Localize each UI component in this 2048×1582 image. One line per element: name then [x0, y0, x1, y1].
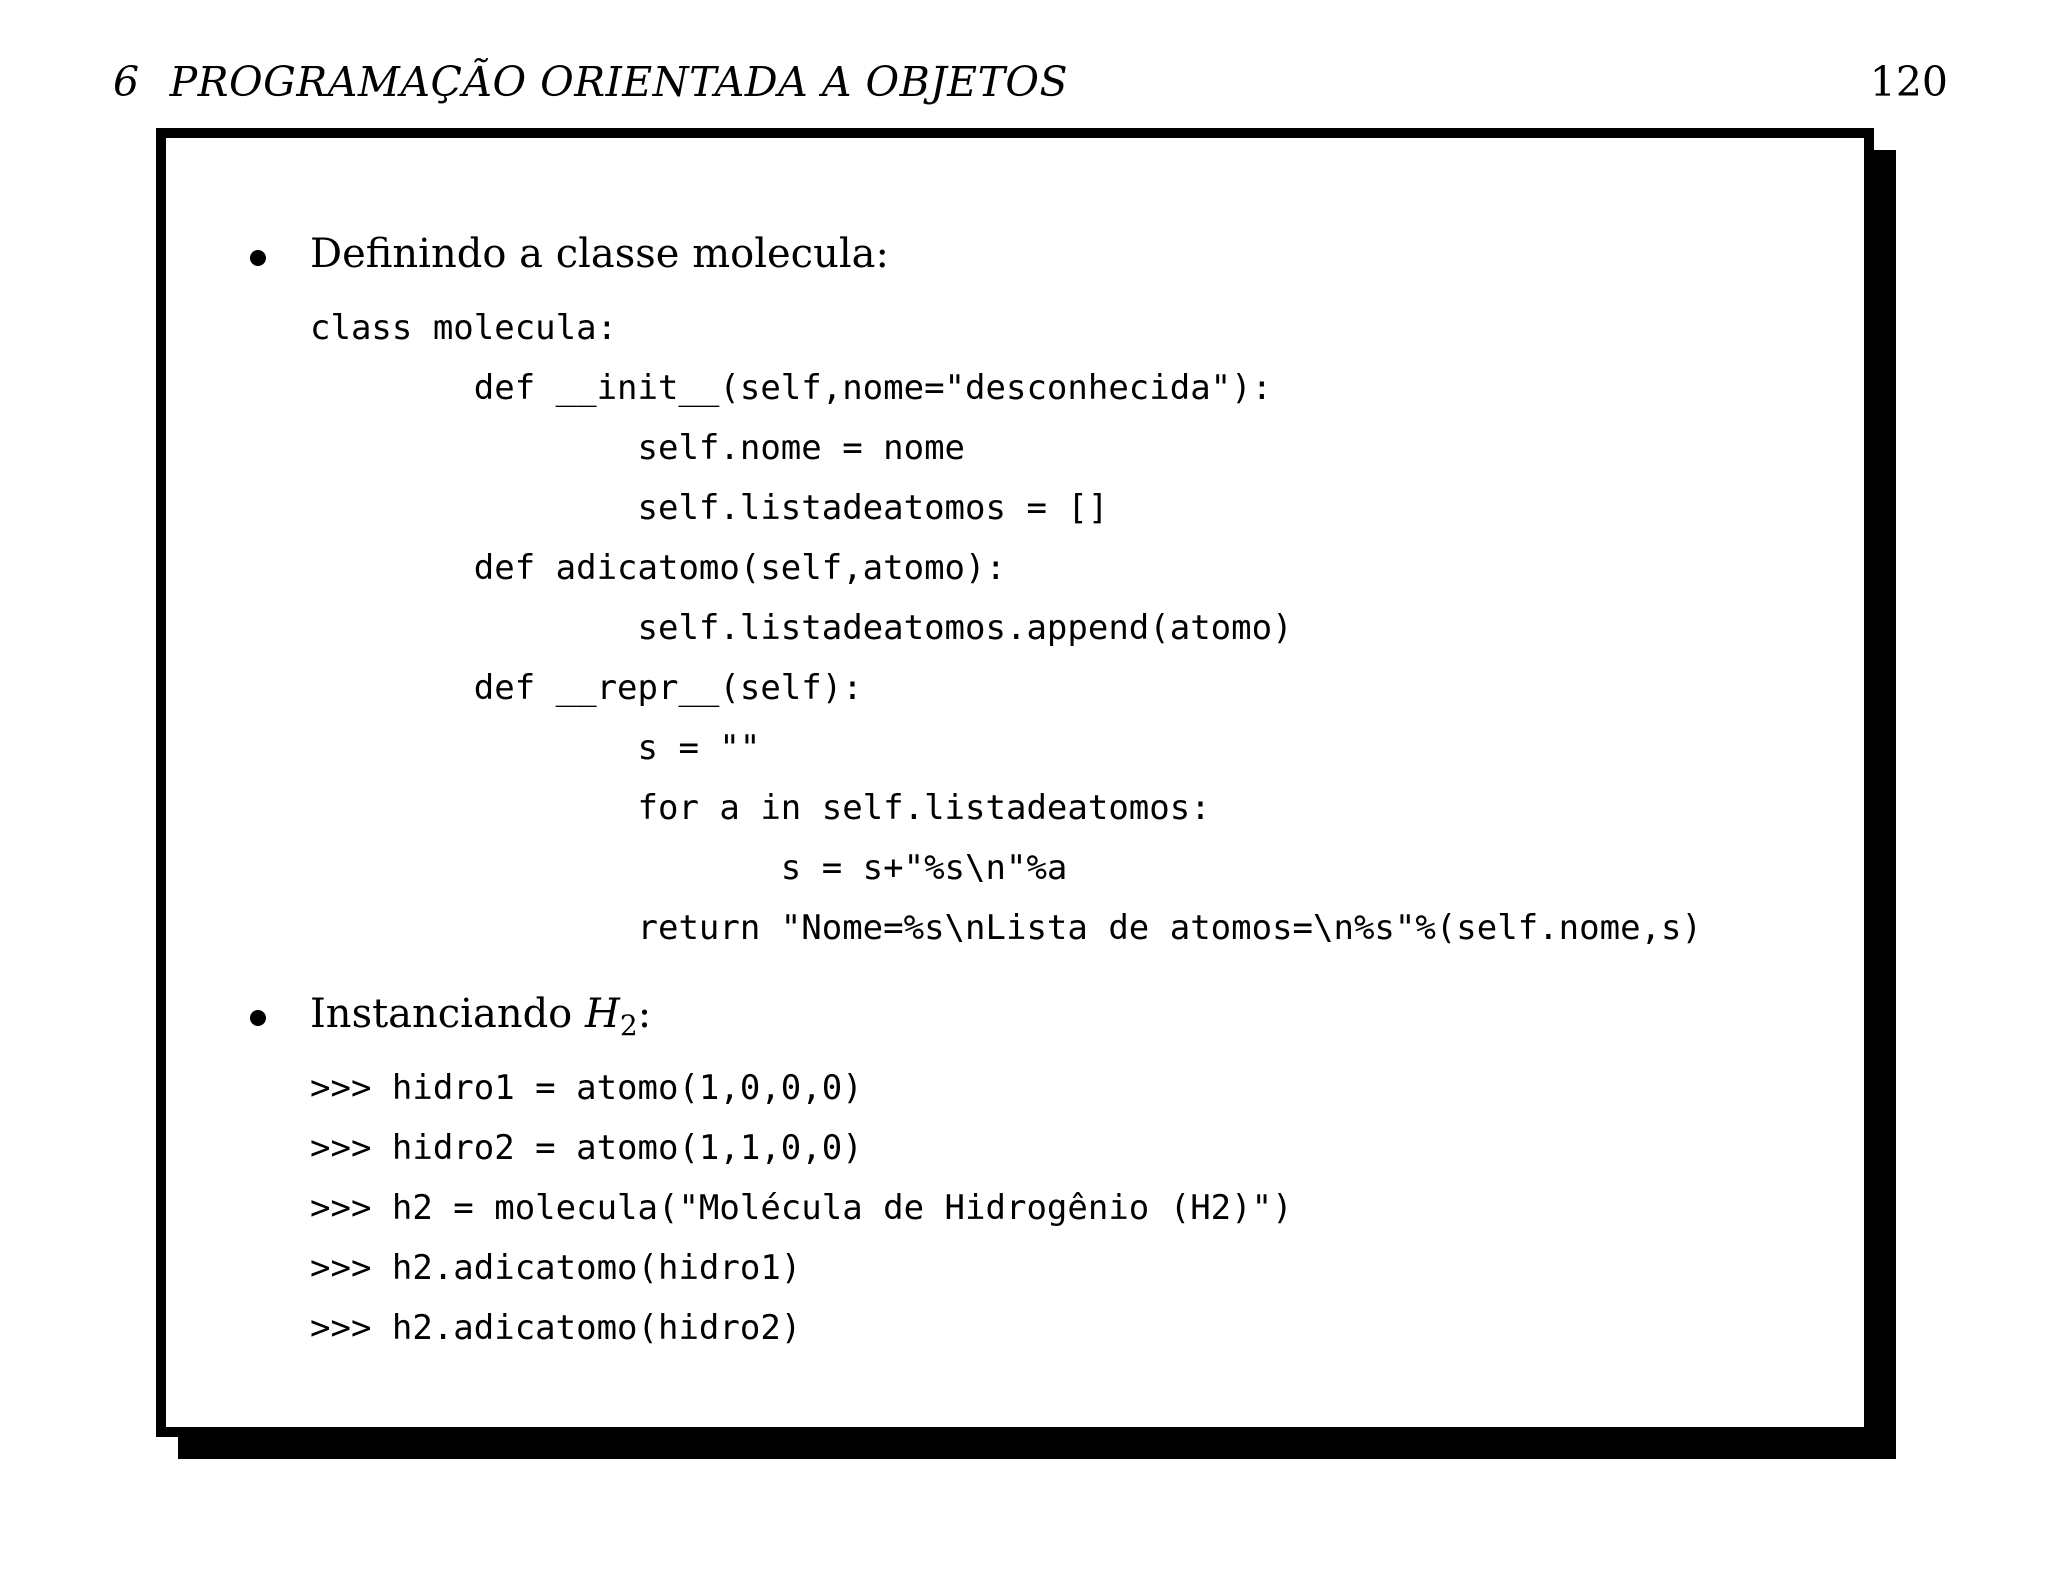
- page-number: 120: [1869, 58, 1948, 106]
- code-line: self.listadeatomos = []: [310, 488, 1109, 528]
- bullet-text: Definindo a classe molecula:: [310, 231, 889, 277]
- code-line: def __repr__(self):: [310, 668, 863, 708]
- bullet-icon: [250, 1010, 266, 1026]
- code-line: self.nome = nome: [310, 428, 966, 468]
- code-line: class molecula:: [310, 308, 618, 348]
- class-definition-code: [310, 298, 1702, 958]
- slide-frame: [156, 128, 1874, 1437]
- code-line: def adicatomo(self,atomo):: [310, 548, 1006, 588]
- code-line: >>> h2.adicatomo(hidro1): [310, 1248, 802, 1288]
- interactive-session-code: [310, 1058, 1293, 1358]
- code-line: >>> hidro1 = atomo(1,0,0,0): [310, 1068, 863, 1108]
- code-line: for a in self.listadeatomos:: [310, 788, 1211, 828]
- code-line: self.listadeatomos.append(atomo): [310, 608, 1293, 648]
- chapter-number: 6: [113, 58, 140, 106]
- running-head: [113, 52, 1068, 112]
- bullet-icon: [250, 250, 266, 266]
- code-line: >>> hidro2 = atomo(1,1,0,0): [310, 1128, 863, 1168]
- bullet-text: [310, 986, 651, 1046]
- bullet-text-tail: :: [637, 991, 652, 1037]
- math-subscript: 2: [619, 1009, 638, 1042]
- bullet-text-lead: Instanciando: [310, 991, 585, 1037]
- code-line: >>> h2.adicatomo(hidro2): [310, 1308, 802, 1348]
- code-line: return "Nome=%s\nLista de atomos=\n%s"%(self.nome,s): [310, 908, 1702, 948]
- math-variable: H: [584, 991, 620, 1037]
- code-line: s = "": [310, 728, 761, 768]
- chapter-title: PROGRAMAÇÃO ORIENTADA A OBJETOS: [169, 58, 1069, 106]
- page-header: [113, 52, 1948, 112]
- code-line: s = s+"%s\n"%a: [310, 848, 1068, 888]
- code-line: >>> h2 = molecula("Molécula de Hidrogênio (H2)"): [310, 1188, 1293, 1228]
- code-line: def __init__(self,nome="desconhecida"):: [310, 368, 1273, 408]
